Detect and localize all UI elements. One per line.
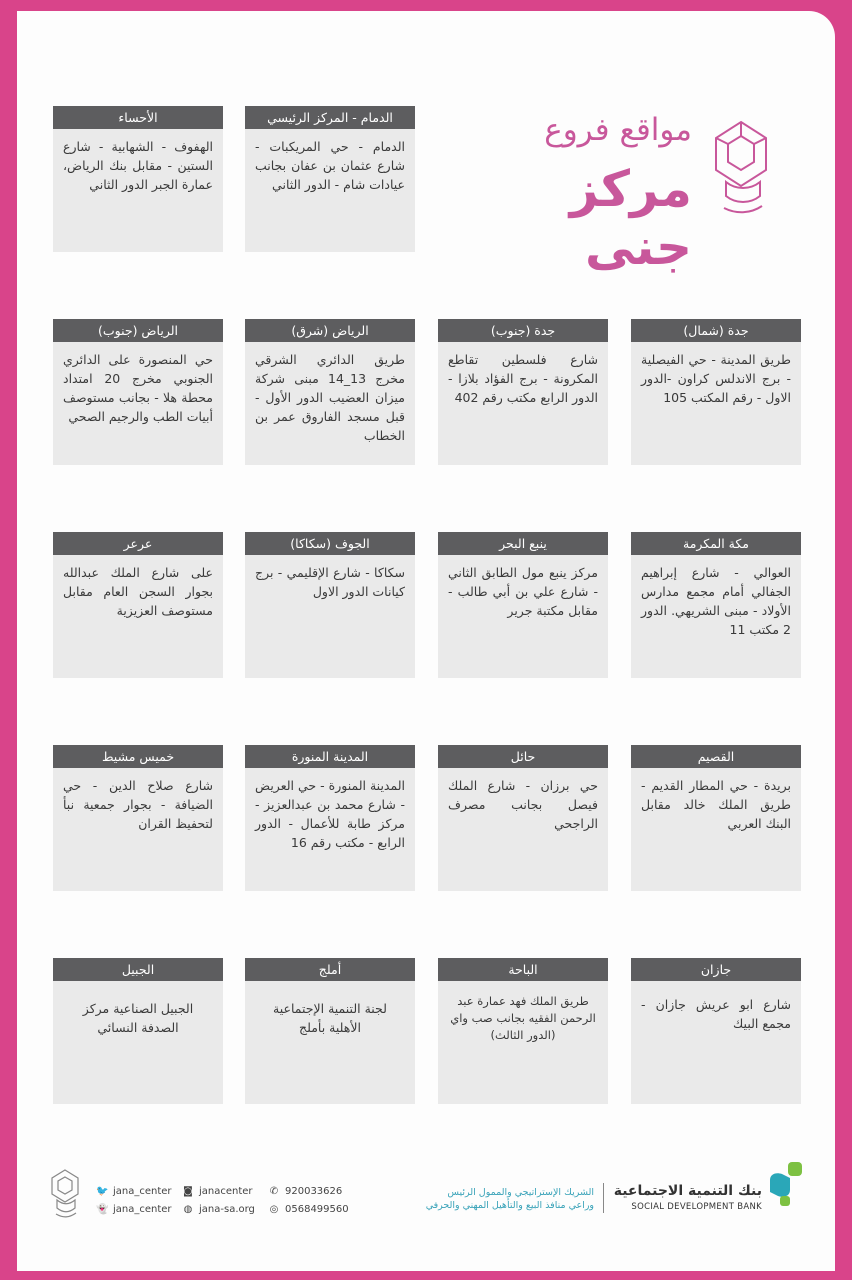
branch-address: المدينة المنورة - حي العريض - شارع محمد بن عبدالعزيز - مركز طابة للأعمال - الدور الرابع - مكتب رقم 16 — [255, 778, 405, 850]
branch-name: جازان — [631, 958, 801, 981]
branch-address: لجنة التنمية الإجتماعية الأهلية بأملج — [273, 1001, 387, 1035]
branch-name: جدة (جنوب) — [438, 319, 608, 342]
jana-logo-icon — [706, 118, 776, 222]
twitter-icon: 🐦 — [96, 1186, 109, 1197]
branch-name: عرعر — [53, 532, 223, 555]
branch-card-umluj — [245, 958, 415, 1104]
branch-address: الهفوف - الشهابية - شارع الستين - مقابل بنك الرياض، عمارة الجبر الدور الثاني — [63, 139, 213, 192]
branch-card-hail — [438, 745, 608, 891]
branch-card-jazan — [631, 958, 801, 1104]
branch-address: شارع ابو عريش جازان - مجمع البيك — [641, 997, 791, 1031]
branch-card-jubail — [53, 958, 223, 1104]
snapchat-handle[interactable]: 👻 jana_center — [96, 1204, 172, 1215]
partner-text: الشريك الإستراتيجي والممول الرئيس وراعي منافذ البيع والتأهيل المهني والحرفي — [425, 1187, 594, 1211]
branch-name: الدمام - المركز الرئيسي — [245, 106, 415, 129]
branch-address: الدمام - حي المريكبات - شارع عثمان بن عفان بجانب عيادات شام - الدور الثاني — [255, 139, 405, 192]
branch-address: طريق المدينة - حي الفيصلية - برج الاندلس كراون -الدور الاول - رقم المكتب 105 — [641, 352, 791, 405]
branch-card-jouf — [245, 532, 415, 678]
branch-name: ينبع البحر — [438, 532, 608, 555]
branch-address: طريق الملك فهد عمارة عبد الرحمن الفقيه بجانب صب واي (الدور الثالث) — [450, 994, 596, 1042]
branch-address: العوالي - شارع إبراهيم الجفالي أمام مجمع مدارس الأولاد - مبنى الشريهي. الدور 2 مكتب 11 — [641, 565, 791, 637]
branch-address: شارع صلاح الدين - حي الضيافة - بجوار جمعية نبأ لتحفيظ القران — [63, 778, 213, 831]
branch-name: الجوف (سكاكا) — [245, 532, 415, 555]
branch-card-ahsa — [53, 106, 223, 252]
jana-footer-logo-icon — [48, 1168, 82, 1220]
branch-name: الأحساء — [53, 106, 223, 129]
phone-icon: ✆ — [269, 1186, 279, 1197]
branch-card-khamis — [53, 745, 223, 891]
bank-name-english: SOCIAL DEVELOPMENT BANK — [631, 1202, 762, 1212]
whatsapp-icon: ◎ — [269, 1204, 279, 1215]
branch-card-yanbu — [438, 532, 608, 678]
instagram-handle[interactable]: ◙ janacenter — [183, 1186, 253, 1197]
branch-address: سكاكا - شارع الإقليمي - برج كيانات الدور الاول — [255, 565, 405, 599]
branch-address: شارع فلسطين تقاطع المكرونة - برج الفؤاد بلازا - الدور الرابع مكتب رقم 402 — [448, 352, 598, 405]
globe-icon: ◍ — [183, 1204, 193, 1215]
branch-card-arar — [53, 532, 223, 678]
branch-name: الجبيل — [53, 958, 223, 981]
page-title-line2: مركز جنى — [569, 160, 692, 276]
page-title-line1: مواقع فروع — [544, 112, 692, 148]
branch-address: على شارع الملك عبدالله بجوار السجن العام مقابل مستوصف العزيزية — [63, 565, 213, 618]
phone-number[interactable]: ✆ 920033626 — [269, 1186, 343, 1197]
twitter-handle[interactable]: 🐦 jana_center — [96, 1186, 172, 1197]
branch-address: طريق الدائري الشرقي مخرج 13_14 مبنى شركة ميزان العضيب الدور الأول - قبل مسجد الفاروق عمر بن الخطاب — [255, 352, 405, 443]
bank-logo-icon — [766, 1160, 806, 1208]
branch-card-dammam — [245, 106, 415, 252]
branch-card-qassim — [631, 745, 801, 891]
footer-divider — [603, 1183, 604, 1213]
instagram-icon: ◙ — [183, 1186, 193, 1197]
branch-name: جدة (شمال) — [631, 319, 801, 342]
snapchat-icon: 👻 — [96, 1204, 109, 1215]
branch-card-madinah — [245, 745, 415, 891]
branch-card-riyadh-south — [53, 319, 223, 465]
website-link[interactable]: ◍ jana-sa.org — [183, 1204, 255, 1215]
branch-name: خميس مشيط — [53, 745, 223, 768]
branch-card-baha — [438, 958, 608, 1104]
branch-address: الجبيل الصناعية مركز الصدفة النسائي — [82, 1001, 194, 1035]
branch-card-jeddah-south — [438, 319, 608, 465]
branch-name: الرياض (جنوب) — [53, 319, 223, 342]
branch-card-riyadh-east — [245, 319, 415, 465]
branch-name: الرياض (شرق) — [245, 319, 415, 342]
branch-name: المدينة المنورة — [245, 745, 415, 768]
whatsapp-number[interactable]: ◎ 0568499560 — [269, 1204, 349, 1215]
branch-name: مكة المكرمة — [631, 532, 801, 555]
branch-address: حي المنصورة على الدائري الجنوبي مخرج 20 امتداد محطة هلا - بجانب مستوصف أبيات الطب والرجيم الصحي — [63, 352, 214, 424]
branch-address: بريدة - حي المطار القديم - طريق الملك خالد مقابل البنك العربي — [641, 778, 791, 831]
branch-name: الباحة — [438, 958, 608, 981]
branch-address: حي برزان - شارع الملك فيصل بجانب مصرف الراجحي — [448, 778, 598, 831]
branch-address: مركز ينبع مول الطابق الثاني - شارع علي بن أبي طالب - مقابل مكتبة جرير — [448, 565, 598, 618]
bank-name-arabic: بنك التنمية الاجتماعية — [613, 1183, 762, 1199]
branch-name: حائل — [438, 745, 608, 768]
branch-card-makkah — [631, 532, 801, 678]
branch-card-jeddah-north — [631, 319, 801, 465]
branch-name: أملج — [245, 958, 415, 981]
branch-name: القصيم — [631, 745, 801, 768]
